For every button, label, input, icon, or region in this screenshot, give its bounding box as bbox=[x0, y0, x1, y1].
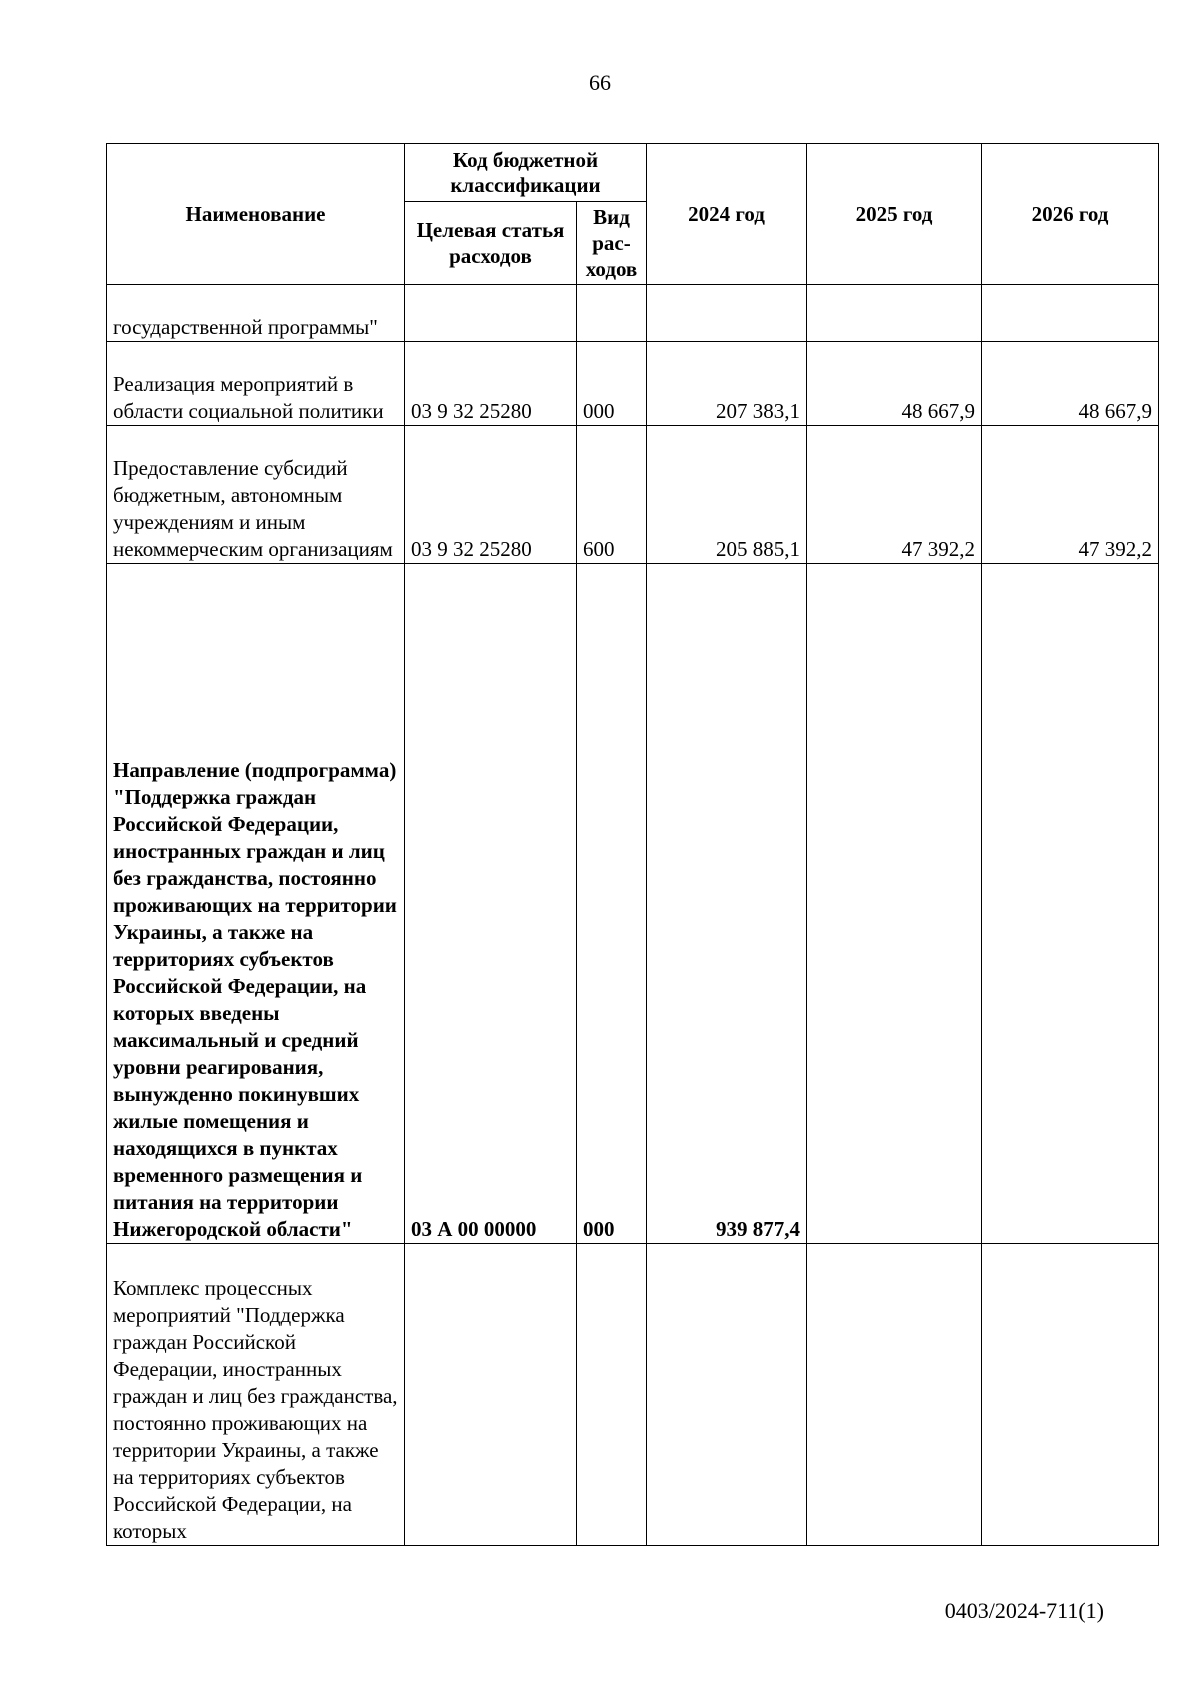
row-2025 bbox=[807, 564, 982, 1244]
row-2024 bbox=[647, 285, 807, 342]
header-year-2026: 2026 год bbox=[982, 144, 1159, 285]
header-code-group: Код бюджетной классификации bbox=[405, 144, 647, 202]
row-name: государственной программы" bbox=[107, 285, 405, 342]
row-2024: 939 877,4 bbox=[647, 564, 807, 1244]
row-2026: 48 667,9 bbox=[982, 342, 1159, 426]
header-year-2024: 2024 год bbox=[647, 144, 807, 285]
header-year-2025: 2025 год bbox=[807, 144, 982, 285]
row-2024: 207 383,1 bbox=[647, 342, 807, 426]
row-2025 bbox=[807, 285, 982, 342]
row-2025 bbox=[807, 1244, 982, 1546]
row-2024 bbox=[647, 1244, 807, 1546]
row-name: Предоставление субсидий бюджетным, автономным учреждениям и иным некоммерческим организациям bbox=[107, 426, 405, 564]
document-code: 0403/2024-711(1) bbox=[944, 1598, 1104, 1623]
table-row bbox=[107, 564, 1159, 1244]
row-target-article bbox=[405, 285, 577, 342]
page-number: 66 bbox=[589, 70, 611, 95]
table-row bbox=[107, 1244, 1159, 1546]
row-2024: 205 885,1 bbox=[647, 426, 807, 564]
row-2026: 47 392,2 bbox=[982, 426, 1159, 564]
row-target-article bbox=[405, 1244, 577, 1546]
row-expense-kind: 600 bbox=[577, 426, 647, 564]
table-row bbox=[107, 426, 1159, 564]
row-name: Реализация мероприятий в области социальной политики bbox=[107, 342, 405, 426]
row-name: Направление (подпрограмма) "Поддержка граждан Российской Федерации, иностранных граждан и лиц без гражданства, постоянно проживающих на территории Украины, а также на территориях субъектов Российской Федерации, на которых введены максимальный и средний уровни реагирования, вынужденно покинувших жилые помещения и находящихся в пунктах временного размещения и питания на территории Нижегородской области" bbox=[107, 564, 405, 1244]
row-expense-kind bbox=[577, 1244, 647, 1546]
row-target-article: 03 9 32 25280 bbox=[405, 342, 577, 426]
row-2026 bbox=[982, 285, 1159, 342]
header-target-article: Целевая статья расходов bbox=[405, 202, 577, 285]
row-name: Комплекс процессных мероприятий "Поддержка граждан Российской Федерации, иностранных граждан и лиц без гражданства, постоянно проживающих на территории Украины, а также на территориях субъектов Российской Федерации, на которых bbox=[107, 1244, 405, 1546]
table-row bbox=[107, 285, 1159, 342]
row-2026 bbox=[982, 564, 1159, 1244]
row-target-article: 03 9 32 25280 bbox=[405, 426, 577, 564]
row-expense-kind bbox=[577, 285, 647, 342]
row-2025: 48 667,9 bbox=[807, 342, 982, 426]
row-2025: 47 392,2 bbox=[807, 426, 982, 564]
table-header bbox=[107, 144, 1159, 285]
header-name: Наименование bbox=[107, 144, 405, 285]
row-2026 bbox=[982, 1244, 1159, 1546]
row-expense-kind: 000 bbox=[577, 342, 647, 426]
row-target-article: 03 А 00 00000 bbox=[405, 564, 577, 1244]
table-row bbox=[107, 342, 1159, 426]
row-expense-kind: 000 bbox=[577, 564, 647, 1244]
budget-table bbox=[106, 143, 1159, 1546]
header-expense-kind: Вид рас-ходов bbox=[577, 202, 647, 285]
